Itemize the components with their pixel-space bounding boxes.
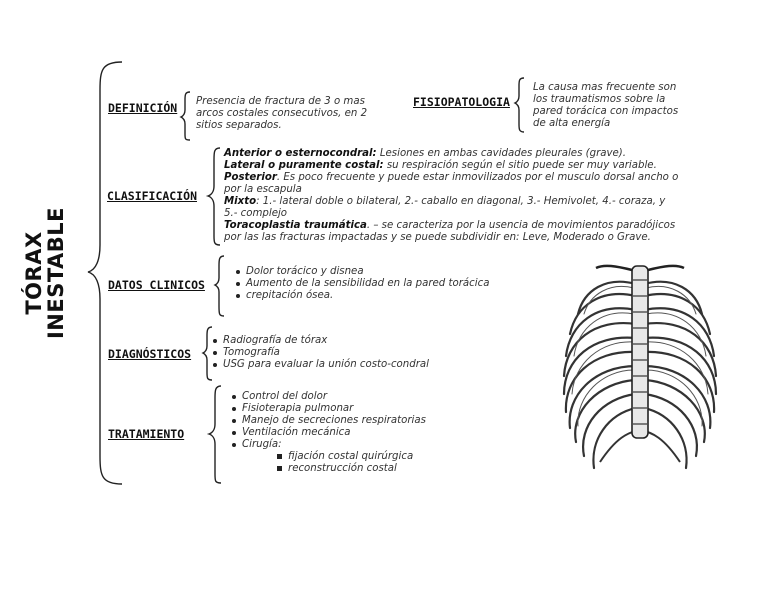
definicion-line: Presencia de fractura de 3 o mas xyxy=(196,96,365,107)
list-subitem: fijación costal quirúrgica xyxy=(230,451,426,463)
clasificacion-line xyxy=(224,196,724,208)
diagnosticos-list xyxy=(211,335,429,371)
list-item: Radiografía de tórax xyxy=(211,335,429,347)
clasificacion-desc: 5.- complejo xyxy=(224,208,288,219)
clasificacion-text xyxy=(224,148,724,244)
list-item: Tomografía xyxy=(211,347,429,359)
clasificacion-desc: . Es poco frecuente y puede estar inmovilizados por el musculo dorsal ancho o xyxy=(276,172,679,183)
definicion-line: sitios separados. xyxy=(196,120,282,131)
definicion-line: arcos costales consecutivos, en 2 xyxy=(196,108,368,119)
clasificacion-term: Toracoplastia traumática xyxy=(224,220,367,231)
list-item: Control del dolor xyxy=(230,391,426,403)
fisiopatologia-line: de alta energía xyxy=(533,118,611,129)
datos-clinicos-heading: DATOS CLINICOS xyxy=(108,278,205,292)
clasificacion-desc: Lesiones en ambas cavidades pleurales (grave). xyxy=(376,148,627,159)
clasificacion-desc: . – se caracteriza por la usencia de movimientos paradójicos xyxy=(366,220,676,231)
clasificacion-line xyxy=(224,220,724,232)
main-title xyxy=(8,160,88,390)
list-item: Aumento de la sensibilidad en la pared torácica xyxy=(234,278,489,290)
clasificacion-desc: por la escapula xyxy=(224,184,302,195)
clasificacion-desc: por las las fracturas impactadas y se puede subdividir en: Leve, Moderado o Grave. xyxy=(224,232,651,243)
clasificacion-term: Anterior o esternocondral: xyxy=(224,148,377,159)
list-item: crepitación ósea. xyxy=(234,290,489,302)
clasificacion-line xyxy=(224,208,724,220)
clasificacion-line xyxy=(224,232,724,244)
clasificacion-line xyxy=(224,184,724,196)
clasificacion-desc: su respiración según el sitio puede ser muy variable. xyxy=(383,160,657,171)
clasificacion-line xyxy=(224,172,724,184)
rib-cage-illustration xyxy=(556,262,724,484)
clasificacion-term: Posterior xyxy=(224,172,277,183)
list-item: Cirugía: xyxy=(230,439,426,451)
fisiopatologia-line: pared torácica con impactos xyxy=(533,106,679,117)
list-item: Ventilación mecánica xyxy=(230,427,426,439)
fisiopatologia-line: La causa mas frecuente son xyxy=(533,82,677,93)
main-title-line-2: INESTABLE xyxy=(44,206,68,340)
clasificacion-term: Lateral o puramente costal: xyxy=(224,160,384,171)
list-item: Fisioterapia pulmonar xyxy=(230,403,426,415)
list-subitem: reconstrucción costal xyxy=(230,463,426,475)
tratamiento-heading: TRATAMIENTO xyxy=(108,427,185,441)
clasificacion-term: Mixto xyxy=(224,196,257,207)
diagnosticos-heading: DIAGNÓSTICOS xyxy=(108,347,192,361)
clasificacion-line xyxy=(224,160,724,172)
definicion-text xyxy=(196,96,367,132)
fisiopatologia-line: los traumatismos sobre la xyxy=(533,94,666,105)
fisiopatologia-heading: FISIOPATOLOGIA xyxy=(413,95,510,109)
list-item: Dolor torácico y disnea xyxy=(234,266,489,278)
list-item: Manejo de secreciones respiratorias xyxy=(230,415,426,427)
list-item: USG para evaluar la unión costo-condral xyxy=(211,359,429,371)
clasificacion-heading: CLASIFICACIÓN xyxy=(107,189,198,203)
clasificacion-desc: : 1.- lateral doble o bilateral, 2.- caballo en diagonal, 3.- Hemivolet, 4.- coraza, y xyxy=(256,196,666,207)
tratamiento-list xyxy=(230,391,426,475)
clasificacion-line xyxy=(224,148,724,160)
fisiopatologia-text xyxy=(533,82,678,130)
datos-clinicos-list xyxy=(234,266,489,302)
main-title-line-1: TÓRAX xyxy=(22,231,46,315)
definicion-heading: DEFINICIÓN xyxy=(108,101,178,115)
